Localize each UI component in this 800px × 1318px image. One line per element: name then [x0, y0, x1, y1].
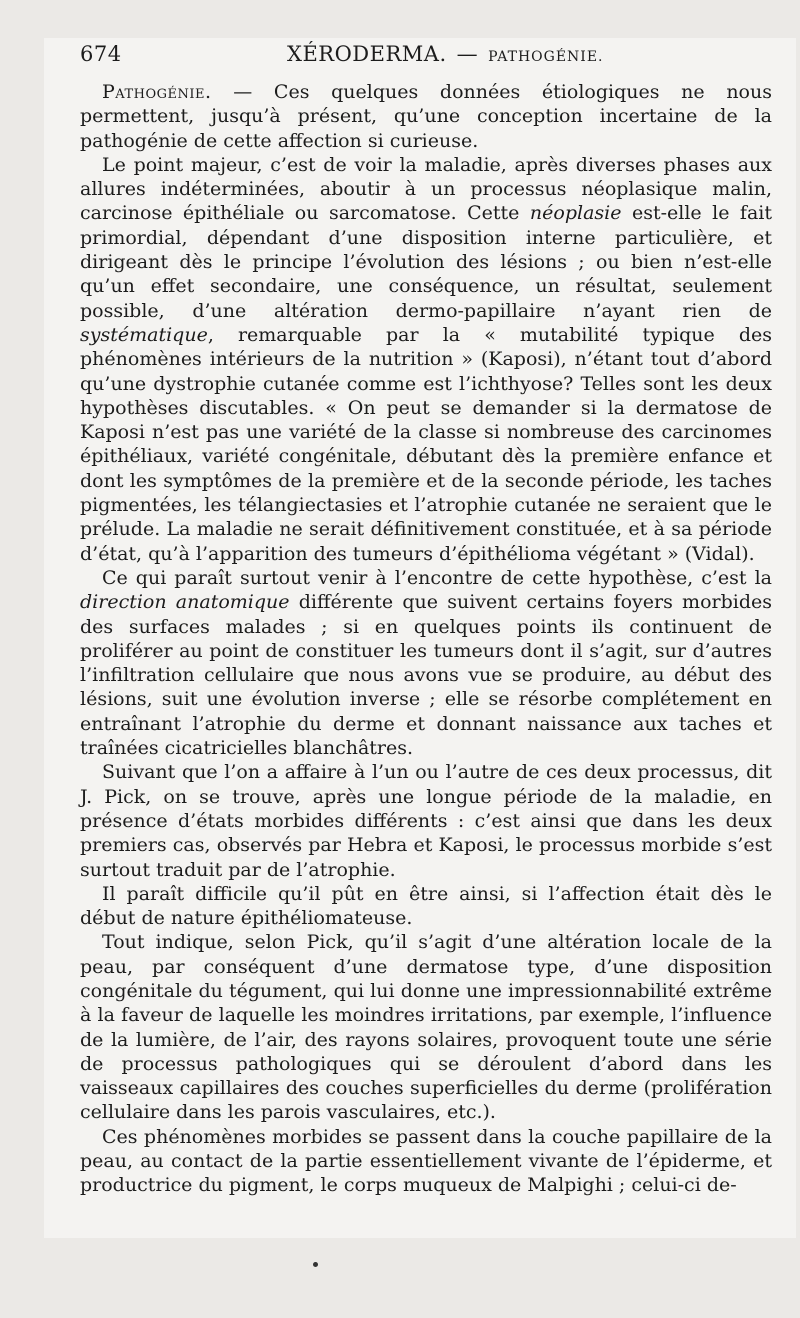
paragraph-1 [80, 80, 772, 153]
paragraph-3 [80, 566, 772, 760]
page-number: 674 [80, 42, 122, 66]
paragraph-5: Il paraît difficile qu’il pût en être ainsi, si l’affection était dès le début de nature épithéliomateuse. [80, 882, 772, 930]
italic-term: direction anatomique [80, 591, 290, 614]
section-name: PATHOGÉNIE. [488, 49, 604, 65]
italic-term: systématique [80, 323, 208, 346]
paragraph-2 [80, 153, 772, 566]
running-header [80, 42, 772, 72]
paragraph-7: Ces phénomènes morbides se passent dans la couche papillaire de la peau, au contact de la partie essentiellement vivante de l’épiderme, et productrice du pigment, le corps muqueux de Malpighi ; celui-ci de- [80, 1125, 772, 1197]
paragraph-text: différente que suivent certains foyers morbides des surfaces malades ; si en quelques points ils continuent de proliférer au point de constituer les tumeurs dont il s’agit, sur d’autres l’infiltration cellulaire que nous avons vue se produire, au début des lésions, suit une évolution inverse ; elle se résorbe complétement en entraînant l’atrophie du derme et donnant naissance aux taches et traînées cicatricielles blanchâtres. [80, 591, 772, 760]
lead-word: Pathogénie. [102, 81, 212, 103]
header-dash: — [456, 42, 479, 66]
paragraph-text: Ce qui paraît surtout venir à l’encontre de cette hypothèse, c’est la [102, 566, 772, 589]
running-title: XÉRODERMA. [287, 42, 447, 66]
paragraph-text: — Ces quelques données étiologiques ne nous permettent, jusqu’à présent, qu’une conception incertaine de la pathogénie de cette affection si curieuse. [80, 81, 772, 152]
paragraph-6: Tout indique, selon Pick, qu’il s’agit d’une altération locale de la peau, par conséquent d’une dermatose type, d’une disposition congénitale du tégument, qui lui donne une impressionnabilité extrême à la faveur de laquelle les moindres irritations, par exemple, l’influence de la lumière, de l’air, des rayons solaires, provoquent toute une série de processus pathologiques qui se déroulent d’abord dans les vaisseaux capillaires des couches superficielles du derme (prolifération cellulaire dans les parois vasculaires, etc.). [80, 931, 772, 1124]
paragraph-text: est-elle le fait primordial, dépendant d’une disposition interne particulière, et dirigeant dès le principe l’évolution des lésions ; ou bien n’est-elle qu’un effet secondaire, une conséquence, un résultat, seulement possible, d’une altération dermo-papillaire n’ayant rien de [80, 202, 772, 322]
paragraph-4: Suivant que l’on a affaire à l’un ou l’autre de ces deux processus, dit J. Pick, on se trouve, après une longue période de la maladie, en présence d’états morbides différents : c’est ainsi que dans les deux premiers cas, observés par Hebra et Kaposi, le processus morbide s’est surtout traduit par de l’atrophie. [80, 761, 772, 881]
paragraph-text: , remarquable par la « mutabilité typique des phénomènes intérieurs de la nutrition » (Kaposi), n’étant tout d’abord qu’une dystrophie cutanée comme est l’ichthyose? Telles sont les deux hypothèses discutables. « On peut se demander si la dermatose de Kaposi n’est pas une variété de la classe si nombreuse des carcinomes épithéliaux, variété congénitale, débutant dès la première enfance et dont les symptômes de la première et de la seconde période, les taches pigmentées, les télangiectasies et l’atrophie cutanée ne seraient que le prélude. La maladie ne serait définitivement constituée, et à sa période d’état, qu’à l’apparition des tumeurs d’épithélioma végétant » (Vidal). [80, 323, 772, 565]
ink-dot [313, 1262, 318, 1267]
paragraph-text: Le point majeur, c’est de voir la maladie, après diverses phases aux allures indéterminées, aboutir à un processus néoplasique malin, carcinose épithéliale ou sarcomatose. Cette [80, 153, 772, 225]
text-block [80, 42, 772, 1198]
body-text [80, 80, 772, 1198]
italic-term: néoplasie [529, 202, 622, 225]
